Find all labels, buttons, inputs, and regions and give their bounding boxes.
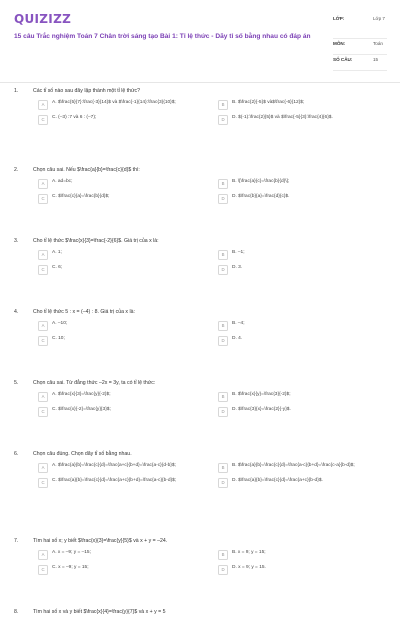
question-header — [0, 84, 400, 94]
answer-option[interactable] — [218, 478, 388, 488]
meta-subject — [333, 39, 387, 55]
answer-option[interactable] — [38, 550, 208, 560]
answer-option[interactable] — [218, 100, 388, 110]
answer-option[interactable] — [38, 336, 208, 346]
answer-option[interactable] — [218, 407, 388, 417]
question-text: Cho tỉ lệ thức 5 : x = (–4) : 8. Giá trị của x là: — [33, 309, 135, 315]
option-text: B. –4; — [232, 321, 245, 326]
answer-option[interactable] — [218, 463, 388, 473]
option-letter-box: A — [38, 463, 48, 473]
question-number: 1. — [14, 88, 19, 94]
question-header — [0, 234, 400, 244]
option-letter-box: C — [38, 265, 48, 275]
answer-options — [0, 457, 400, 488]
question-3 — [0, 234, 400, 305]
question-4 — [0, 305, 400, 376]
answer-option[interactable] — [38, 250, 208, 260]
option-letter-box: D — [218, 265, 228, 275]
option-letter-box: A — [38, 392, 48, 402]
answer-options — [0, 315, 400, 346]
answer-option[interactable] — [218, 265, 388, 275]
answer-option[interactable] — [218, 550, 388, 560]
option-text: B. $\frac{a}{b}=\frac{c}{d}=\frac{a-c}{b+d}=\frac{c-a}{b-d}$; — [232, 463, 355, 468]
question-header — [0, 605, 400, 615]
answer-option[interactable] — [38, 407, 208, 417]
option-text: D. $(-1):\frac{2}{5}$ và $\frac{-5}{3}:\frac{4}{6}$. — [232, 115, 333, 120]
question-list — [0, 84, 400, 625]
meta-class-value: Lớp 7 — [373, 16, 385, 21]
answer-option[interactable] — [38, 565, 208, 575]
option-letter-box: B — [218, 179, 228, 189]
option-text: A. 1; — [52, 250, 62, 255]
option-letter-box: A — [38, 250, 48, 260]
answer-option[interactable] — [218, 336, 388, 346]
option-letter-box: D — [218, 565, 228, 575]
quizizz-logo: QUIZIZZ — [14, 12, 72, 26]
option-letter-box: B — [218, 463, 228, 473]
option-letter-box: D — [218, 336, 228, 346]
question-number: 7. — [14, 538, 19, 544]
question-number: 8. — [14, 609, 19, 615]
option-text: C. $\frac{x}{-2}=\frac{y}{3}$; — [52, 407, 111, 412]
question-text: Tìm hai số x; y biết $\frac{x}{3}=\frac{y}{5}$ và x + y = –24. — [33, 538, 168, 544]
option-text: B. $\frac{x}{y}=\frac{3}{-2}$; — [232, 392, 291, 397]
answer-options — [0, 173, 400, 204]
question-8 — [0, 605, 400, 625]
option-text: A. $\frac{a}{b}=\frac{c}{d}=\frac{a+c}{b+d}=\frac{a-c}{d-b}$; — [52, 463, 176, 468]
option-letter-box: B — [218, 550, 228, 560]
answer-option[interactable] — [38, 392, 208, 402]
option-text: A. $\frac{5}{7}:\frac{-3}{14}$ và $\frac{-1}{14}:\frac{3}{10}$; — [52, 100, 176, 105]
question-6 — [0, 447, 400, 534]
quiz-title: 15 câu Trắc nghiệm Toán 7 Chân trời sáng tạo Bài 1: Tỉ lệ thức - Dãy tỉ số bằng nhau có đáp án — [14, 33, 311, 40]
option-letter-box: B — [218, 250, 228, 260]
question-text: Các tỉ số nào sau đây lập thành một tỉ lệ thức? — [33, 88, 140, 94]
option-text: B. \[\frac{a}{c}=\frac{b}{d}\]; — [232, 179, 290, 184]
option-letter-box: C — [38, 565, 48, 575]
option-text: A. ad=bc; — [52, 179, 73, 184]
meta-subject-value: Toán — [373, 41, 383, 46]
option-text: D. x = 9; y = 15. — [232, 565, 266, 570]
option-text: C. 10; — [52, 336, 65, 341]
answer-options — [0, 94, 400, 125]
option-letter-box: A — [38, 321, 48, 331]
answer-options — [0, 244, 400, 275]
option-text: B. $\frac{2}{-5}$ và$\frac{-6}{12}$; — [232, 100, 305, 105]
option-text: A. –10; — [52, 321, 68, 326]
option-text: D. $\frac{a}{b}=\frac{c}{d}=\frac{a+c}{b-d}$. — [232, 478, 323, 483]
answer-option[interactable] — [218, 179, 388, 189]
option-letter-box: A — [38, 550, 48, 560]
option-letter-box: B — [218, 321, 228, 331]
answer-option[interactable] — [218, 115, 388, 125]
option-text: A. x = –9; y = –15; — [52, 550, 91, 555]
question-number: 4. — [14, 309, 19, 315]
option-letter-box: A — [38, 179, 48, 189]
question-text: Chọn câu đúng. Chọn dãy tỉ số bằng nhau. — [33, 451, 132, 457]
quiz-meta — [333, 14, 387, 71]
question-header — [0, 376, 400, 386]
question-header — [0, 447, 400, 457]
option-letter-box: D — [218, 478, 228, 488]
answer-option[interactable] — [38, 194, 208, 204]
question-text: Chọn câu sai. Từ đẳng thức –2x = 3y, ta có tỉ lệ thức: — [33, 380, 156, 386]
quiz-header — [0, 0, 400, 83]
option-text: C. $\frac{a}{b}=\frac{c}{d}=\frac{a+c}{b+d}=\frac{a-c}{b-d}$; — [52, 478, 177, 483]
answer-options — [0, 386, 400, 417]
question-header — [0, 534, 400, 544]
answer-option[interactable] — [218, 194, 388, 204]
option-text: B. –1; — [232, 250, 245, 255]
meta-class-label: LỚP: — [333, 16, 345, 21]
question-number: 2. — [14, 167, 19, 173]
option-text: B. x = 9; y = 15; — [232, 550, 266, 555]
option-letter-box: A — [38, 100, 48, 110]
option-text: C. $\frac{c}{a}=\frac{b}{d}$; — [52, 194, 110, 199]
option-text: D. $\frac{b}{a}=\frac{d}{c}$. — [232, 194, 290, 199]
answer-option[interactable] — [38, 179, 208, 189]
option-letter-box: D — [218, 115, 228, 125]
meta-count-value: 15 — [373, 57, 379, 62]
meta-subject-label: MÔN: — [333, 41, 346, 46]
question-text: Cho tỉ lệ thức $\frac{x}{3}=\frac{-2}{6}$. Giá trị của x là: — [33, 238, 159, 244]
answer-option[interactable] — [38, 100, 208, 110]
option-letter-box: D — [218, 407, 228, 417]
answer-option[interactable] — [218, 250, 388, 260]
question-number: 5. — [14, 380, 19, 386]
meta-class — [333, 14, 387, 39]
option-letter-box: C — [38, 336, 48, 346]
option-letter-box: C — [38, 194, 48, 204]
option-text: C. x = –9; y = 15; — [52, 565, 89, 570]
answer-option[interactable] — [38, 463, 208, 473]
answer-option[interactable] — [38, 478, 208, 488]
option-letter-box: D — [218, 194, 228, 204]
option-letter-box: C — [38, 115, 48, 125]
question-1 — [0, 84, 400, 163]
option-text: C. (–3) :7 và 6 : (–7); — [52, 115, 97, 120]
answer-option[interactable] — [38, 115, 208, 125]
question-7 — [0, 534, 400, 605]
question-5 — [0, 376, 400, 447]
answer-option[interactable] — [218, 392, 388, 402]
question-text: Tìm hai số x và y biết $\frac{x}{4}=\frac{y}{7}$ và x + y = 5 — [33, 609, 166, 615]
option-letter-box: C — [38, 478, 48, 488]
answer-option[interactable] — [38, 265, 208, 275]
question-2 — [0, 163, 400, 234]
answer-options — [0, 544, 400, 575]
option-text: A. $\frac{x}{3}=\frac{y}{-2}$; — [52, 392, 111, 397]
question-header — [0, 163, 400, 173]
question-text: Chọn câu sai. Nếu $\frac{a}{b}=\frac{c}{d}$ thì: — [33, 167, 140, 173]
meta-count-label: SỐ CÂU: — [333, 57, 353, 62]
answer-option[interactable] — [38, 321, 208, 331]
option-letter-box: B — [218, 392, 228, 402]
answer-option[interactable] — [218, 321, 388, 331]
option-text: D. $\frac{3}{x}=\frac{2}{-y}$. — [232, 407, 291, 412]
question-number: 3. — [14, 238, 19, 244]
option-letter-box: B — [218, 100, 228, 110]
question-header — [0, 305, 400, 315]
question-number: 6. — [14, 451, 19, 457]
option-text: D. 3. — [232, 265, 243, 270]
option-text: D. 4. — [232, 336, 243, 341]
meta-count — [333, 55, 387, 71]
answer-option[interactable] — [218, 565, 388, 575]
option-text: C. 6; — [52, 265, 63, 270]
option-letter-box: C — [38, 407, 48, 417]
